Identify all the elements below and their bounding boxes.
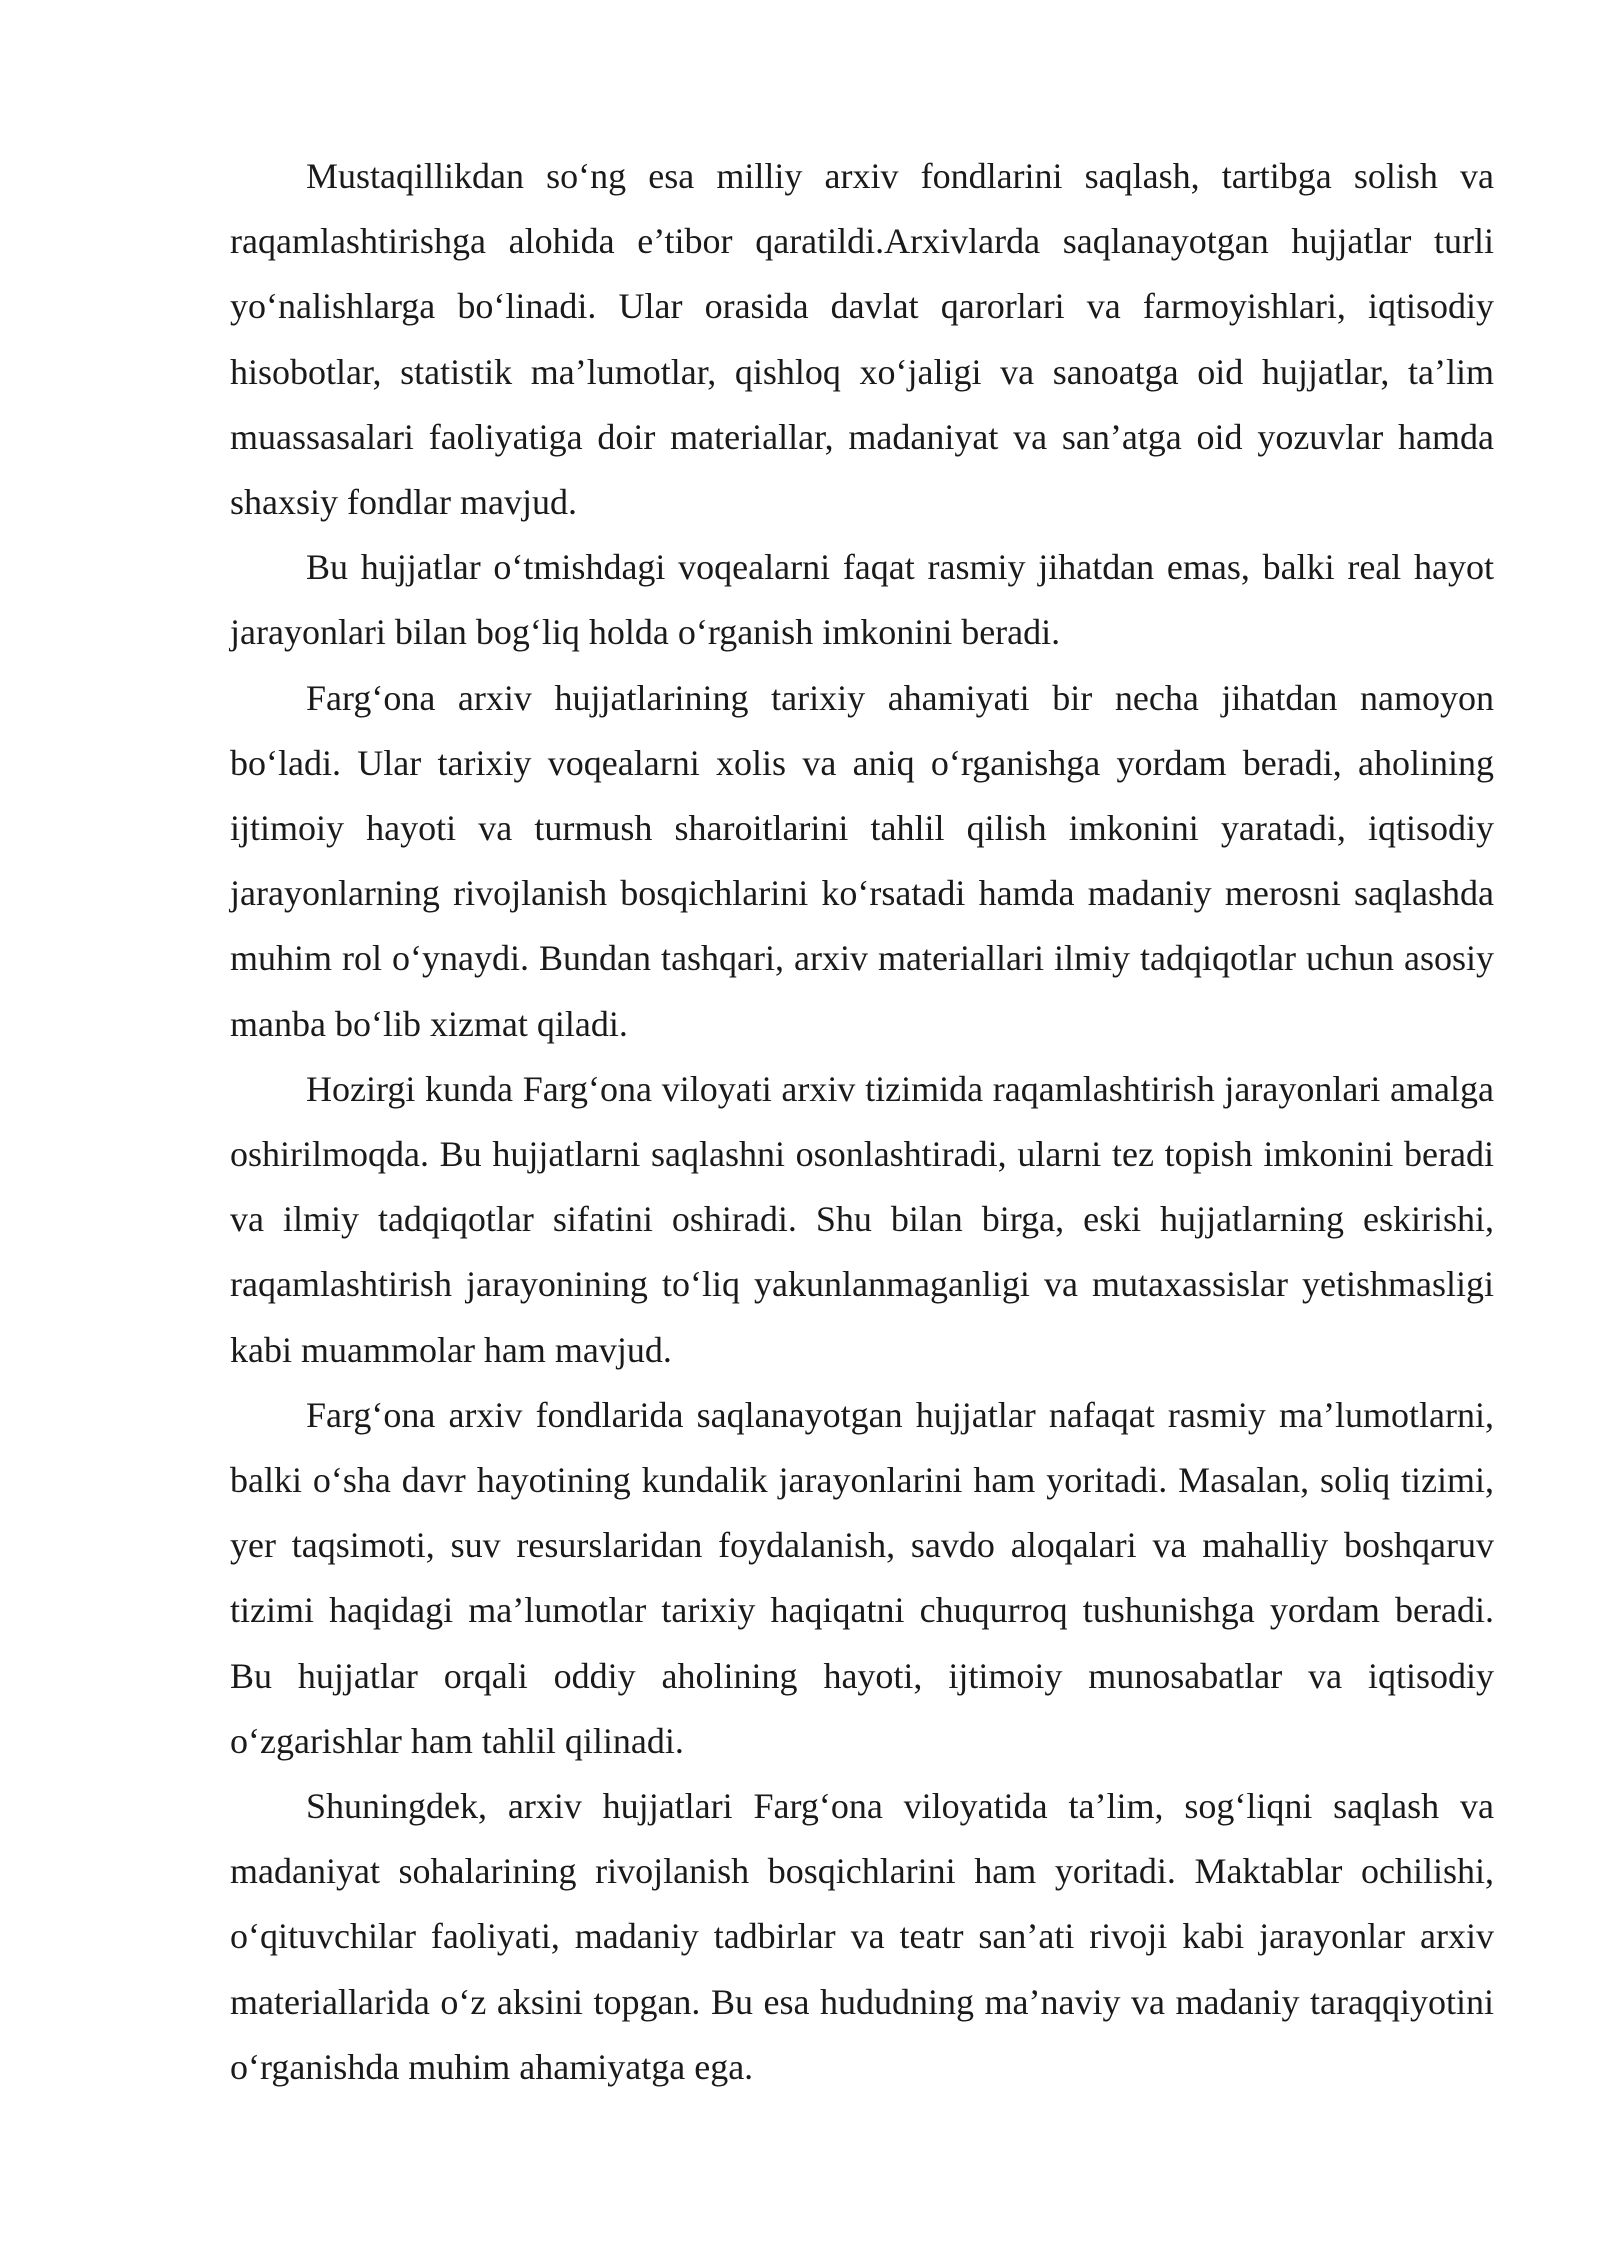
- document-body: [230, 144, 1494, 2100]
- paragraph-2: Bu hujjatlar o‘tmishdagi voqealarni faqat rasmiy jihatdan emas, balki real hayot jarayonlari bilan bog‘liq holda o‘rganish imkonini beradi.: [230, 547, 1494, 653]
- paragraph-5: Farg‘ona arxiv fondlarida saqlanayotgan hujjatlar nafaqat rasmiy ma’lumotlarni, balki o‘sha davr hayotining kundalik jarayonlarini ham yoritadi. Masalan, soliq tizimi, yer taqsimoti, suv resurslaridan foydalanish, savdo aloqalari va mahalliy boshqaruv tizimi haqidagi ma’lumotlar tarixiy haqiqatni chuqurroq tushunishga yordam beradi. Bu hujjatlar orqali oddiy aholining hayoti, ijtimoiy munosabatlar va iqtisodiy o‘zgarishlar ham tahlil qilinadi.: [230, 1394, 1494, 1761]
- paragraph-1: Mustaqillikdan so‘ng esa milliy arxiv fondlarini saqlash, tartibga solish va raqamlashtirishga alohida e’tibor qaratildi.Arxivlarda saqlanayotgan hujjatlar turli yo‘nalishlarga bo‘linadi. Ular orasida davlat qarorlari va farmoyishlari, iqtisodiy hisobotlar, statistik ma’lumotlar, qishloq xo‘jaligi va sanoatga oid hujjatlar, ta’lim muassasalari faoliyatiga doir materiallar, madaniyat va san’atga oid yozuvlar hamda shaxsiy fondlar mavjud.: [230, 156, 1494, 523]
- paragraph-4: Hozirgi kunda Farg‘ona viloyati arxiv tizimida raqamlashtirish jarayonlari amalga oshirilmoqda. Bu hujjatlarni saqlashni osonlashtiradi, ularni tez topish imkonini beradi va ilmiy tadqiqotlar sifatini oshiradi. Shu bilan birga, eski hujjatlarning eskirishi, raqamlashtirish jarayonining to‘liq yakunlanmaganligi va mutaxassislar yetishmasligi kabi muammolar ham mavjud.: [230, 1068, 1494, 1370]
- paragraph-6: Shuningdek, arxiv hujjatlari Farg‘ona viloyatida ta’lim, sog‘liqni saqlash va madaniyat sohalarining rivojlanish bosqichlarini ham yoritadi. Maktablar ochilishi, o‘qituvchilar faoliyati, madaniy tadbirlar va teatr san’ati rivoji kabi jarayonlar arxiv materiallarida o‘z aksini topgan. Bu esa hududning ma’naviy va madaniy taraqqiyotini o‘rganishda muhim ahamiyatga ega.: [230, 1786, 1494, 2087]
- paragraph-3: Farg‘ona arxiv hujjatlarining tarixiy ahamiyati bir necha jihatdan namoyon bo‘ladi. Ular tarixiy voqealarni xolis va aniq o‘rganishga yordam beradi, aholining ijtimoiy hayoti va turmush sharoitlarini tahlil qilish imkonini yaratadi, iqtisodiy jarayonlarning rivojlanish bosqichlarini ko‘rsatadi hamda madaniy merosni saqlashda muhim rol o‘ynaydi. Bundan tashqari, arxiv materiallari ilmiy tadqiqotlar uchun asosiy manba bo‘lib xizmat qiladi.: [230, 677, 1494, 1044]
